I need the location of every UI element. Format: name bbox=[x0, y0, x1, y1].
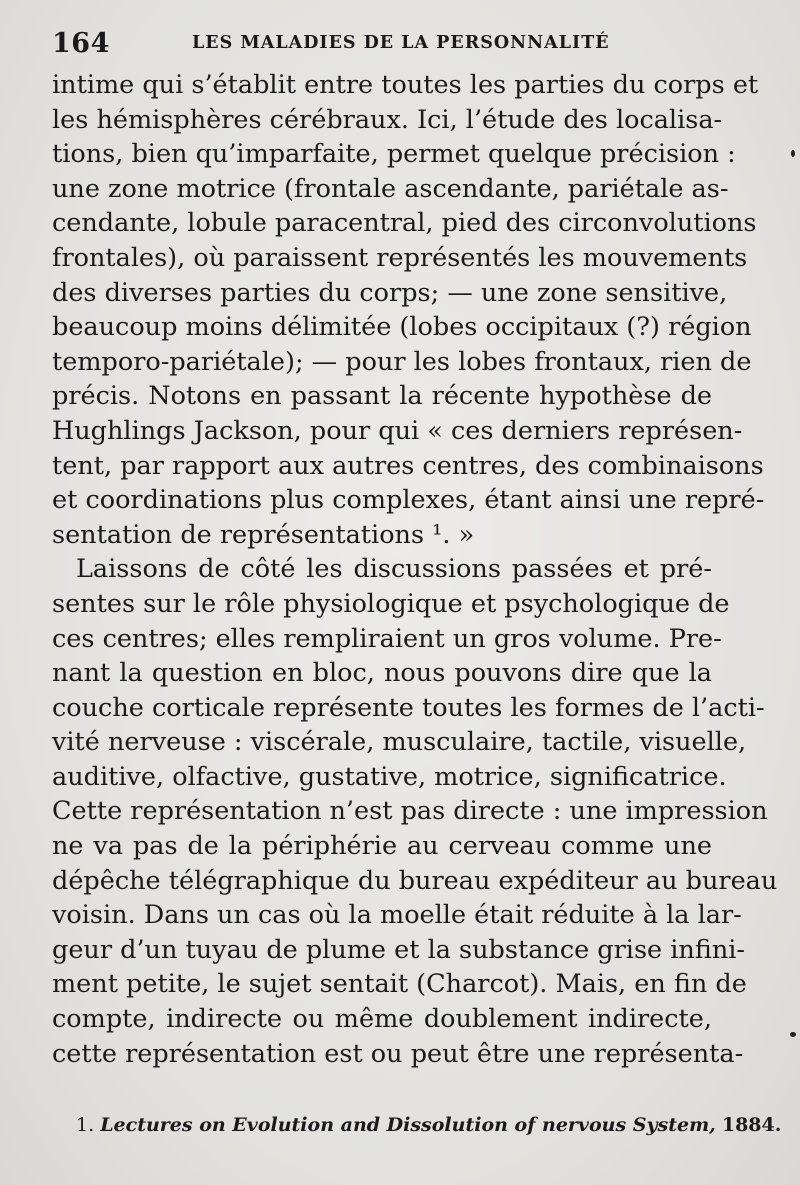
text-line: ces centres; elles rempliraient un gros volume. Pre- bbox=[52, 623, 722, 654]
text-line: tent, par rapport aux autres centres, des combinaisons bbox=[52, 450, 764, 481]
scan-speck bbox=[791, 150, 795, 157]
text-line: et coordinations plus complexes, étant ainsi une repré- bbox=[52, 485, 765, 516]
text-line: voisin. Dans un cas où la moelle était réduite à la lar- bbox=[52, 900, 742, 931]
body-text bbox=[52, 68, 778, 1071]
text-line: frontales), où paraissent représentés les mouvements bbox=[52, 242, 748, 273]
text-line: compte, indirecte ou même doublement indirecte, bbox=[52, 1004, 712, 1035]
text-line: nant la question en bloc, nous pouvons dire que la bbox=[52, 658, 712, 689]
text-line: auditive, olfactive, gustative, motrice, significatrice. bbox=[52, 761, 727, 792]
footnote bbox=[76, 1114, 782, 1136]
text-line: des diverses parties du corps; — une zone sensitive, bbox=[52, 277, 728, 308]
text-line: vité nerveuse : viscérale, musculaire, tactile, visuelle, bbox=[52, 727, 747, 758]
text-line: cendante, lobule paracentral, pied des circonvolutions bbox=[52, 208, 757, 239]
text-line: geur d’un tuyau de plume et la substance grise infini- bbox=[52, 934, 746, 965]
footnote-number: 1. bbox=[76, 1114, 95, 1136]
page-header bbox=[52, 28, 712, 60]
text-line: beaucoup moins délimitée (lobes occipitaux (?) région bbox=[52, 312, 752, 343]
text-line: couche corticale représente toutes les formes de l’acti- bbox=[52, 692, 765, 723]
running-head: LES MALADIES DE LA PERSONNALITÉ bbox=[192, 33, 610, 53]
text-line: Cette représentation n’est pas directe : une impression bbox=[52, 796, 768, 827]
text-line: ne va pas de la périphérie au cerveau comme une bbox=[52, 831, 712, 862]
text-line: dépêche télégraphique du bureau expéditeur au bureau bbox=[52, 865, 778, 896]
page-number: 164 bbox=[52, 28, 110, 59]
text-line: temporo-pariétale); — pour les lobes frontaux, rien de bbox=[52, 346, 752, 377]
footnote-year: 1884. bbox=[721, 1114, 782, 1136]
text-line: les hémisphères cérébraux. Ici, l’étude des localisa- bbox=[52, 104, 723, 135]
footnote-title: Lectures on Evolution and Dissolution of nervous System, bbox=[100, 1114, 716, 1136]
text-line: sentation de représentations ¹. » bbox=[52, 519, 475, 550]
text-line: sentes sur le rôle physiologique et psychologique de bbox=[52, 588, 730, 619]
paragraph-first-line: Laissons de côté les discussions passées et pré- bbox=[76, 554, 712, 585]
text-line: cette représentation est ou peut être une représenta- bbox=[52, 1038, 744, 1069]
text-line: Hughlings Jackson, pour qui « ces derniers représen- bbox=[52, 415, 743, 446]
text-line: tions, bien qu’imparfaite, permet quelque précision : bbox=[52, 139, 736, 170]
text-line: ment petite, le sujet sentait (Charcot). Mais, en fin de bbox=[52, 969, 747, 1000]
text-line: précis. Notons en passant la récente hypothèse de bbox=[52, 381, 712, 412]
text-line: intime qui s’établit entre toutes les parties du corps et bbox=[52, 70, 759, 100]
scan-speck bbox=[790, 1032, 796, 1037]
text-line: une zone motrice (frontale ascendante, pariétale as- bbox=[52, 173, 729, 204]
